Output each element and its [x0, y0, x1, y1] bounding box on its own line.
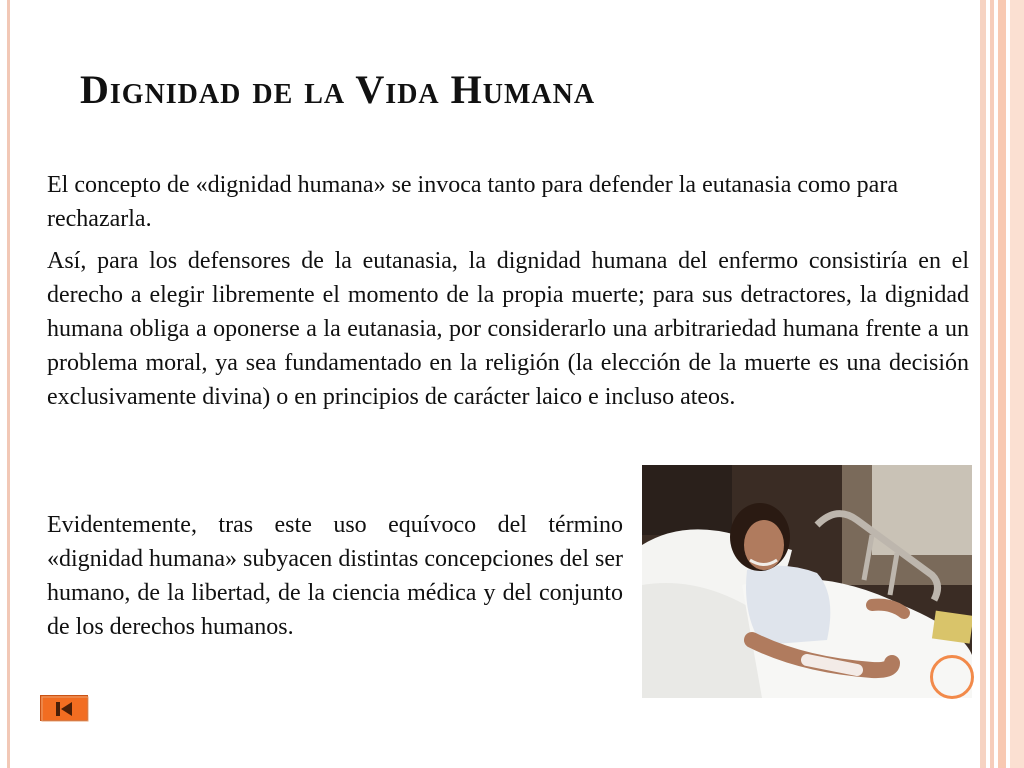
right-frame-stripes	[980, 0, 1024, 768]
decorative-circle	[930, 655, 974, 699]
patient-in-hospital-bed-photo	[642, 465, 972, 698]
paragraph-intro: El concepto de «dignidad humana» se invoca tanto para defender la eutanasia como para rechazarla.	[47, 172, 898, 232]
back-button[interactable]	[40, 695, 88, 721]
left-frame-line	[7, 0, 10, 768]
skip-back-icon	[41, 696, 89, 722]
paragraph-arguments: Así, para los defensores de la eutanasia, la dignidad humana del enfermo consistiría en el derecho a elegir libremente el momento de la propia muerte; para sus detractores, la dignidad humana obliga a oponerse a la eutanasia, por considerarlo una arbitrariedad humana frente a un problema moral, ya sea fundamentado en la religión (la elección de la muerte es una decisión exclusivamente divina) o en principios de carácter laico e incluso ateos.	[47, 248, 969, 410]
slide-title: Dignidad de la Vida Humana	[80, 67, 596, 112]
paragraph-conclusion: Evidentemente, tras este uso equívoco del término «dignidad humana» subyacen distintas concepciones del ser humano, de la libertad, de la ciencia médica y del conjunto de los derechos humanos.	[47, 512, 623, 640]
